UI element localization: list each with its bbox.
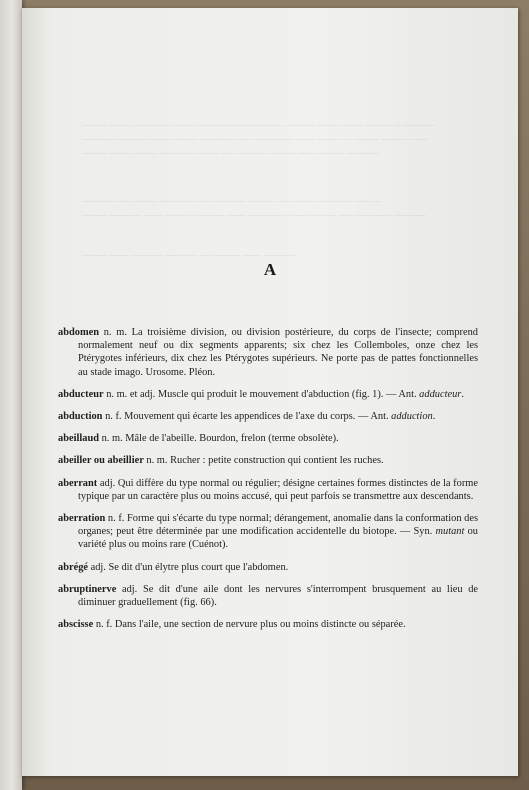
bleed-through-text: ──── ─── ────── ──── ───── ── ───── ───── ──── ─── ──── ─ ─────: [82, 120, 435, 130]
entry-abdomen: abdomen n. m. La troisième division, ou division postérieure, du corps de l'insecte; comprend normalement neuf ou dix segments apparents; six chez les Collemboles, onze chez les Ptérygotes inférieurs, dix chez les Ptérygotes supérieurs. Ne porte pas de pattes fonctionnelles au stade imago. Urosome. Pléon.: [58, 327, 478, 378]
glossary-entries: [58, 326, 478, 640]
entry-abeillaud: abeillaud n. m. Mâle de l'abeille. Bourdon, frelon (terme obsolète).: [58, 433, 339, 445]
section-letter: A: [263, 260, 277, 279]
bleed-through-text: ──── ─── ──── ───── ──── ── ───── ──── ─── ──── ─────: [82, 148, 379, 158]
entry-aberration: aberration n. f. Forme qui s'écarte du type normal; dérangement, anomalie dans la conformation des organes; peut être déterminée par une modification accidentelle du biotope. — Syn. mutant ou variété plus ou moins rare (Cuénot).: [58, 513, 478, 551]
entry-abruptinerve: abruptinerve adj. Se dit d'une aile dont les nervures s'interrompent brusquement au lieu de diminuer graduellement (fig. 66).: [58, 583, 478, 609]
bleed-through-text: ──── ─── ───── ───── ── ──── ─── ─────: [82, 250, 296, 260]
book-cover-edge: [0, 0, 22, 790]
entry-abrege: abrégé adj. Se dit d'un élytre plus court que l'abdomen.: [58, 561, 289, 573]
bleed-through-text: ───── ── ──── ───── ─── ───── ──── ── ──── ───── ─── ─: [82, 196, 381, 206]
entry-abduction: abduction n. f. Mouvement qui écarte les appendices de l'axe du corps. — Ant. adduction.: [58, 411, 436, 423]
entry-abscisse: abscisse n. f. Dans l'aile, une section de nervure plus ou moins distincte ou séparée.: [58, 619, 406, 631]
book-page: [22, 8, 518, 776]
bleed-through-text: ───── ───── ─── ──── ───── ─── ────── ─── ──── ─ ──── ──── ───: [82, 134, 428, 144]
entry-aberrant: aberrant adj. Qui diffère du type normal ou régulier; désigne certaines formes distinctes de la forme typique par un caractère plus ou moins accusé, qui peut parfois se transmettre aux descendants.: [58, 477, 478, 502]
entry-abeiller: abeiller ou abeillier n. m. Rucher : petite construction qui contient les ruches.: [58, 455, 384, 467]
bleed-through-text: ──── ───── ─── ──── ───── ─── ────── ─── ──── ── ────── ─────: [82, 210, 426, 220]
entry-abducteur: abducteur n. m. et adj. Muscle qui produit le mouvement d'abduction (fig. 1). — Ant. adducteur.: [58, 388, 464, 400]
